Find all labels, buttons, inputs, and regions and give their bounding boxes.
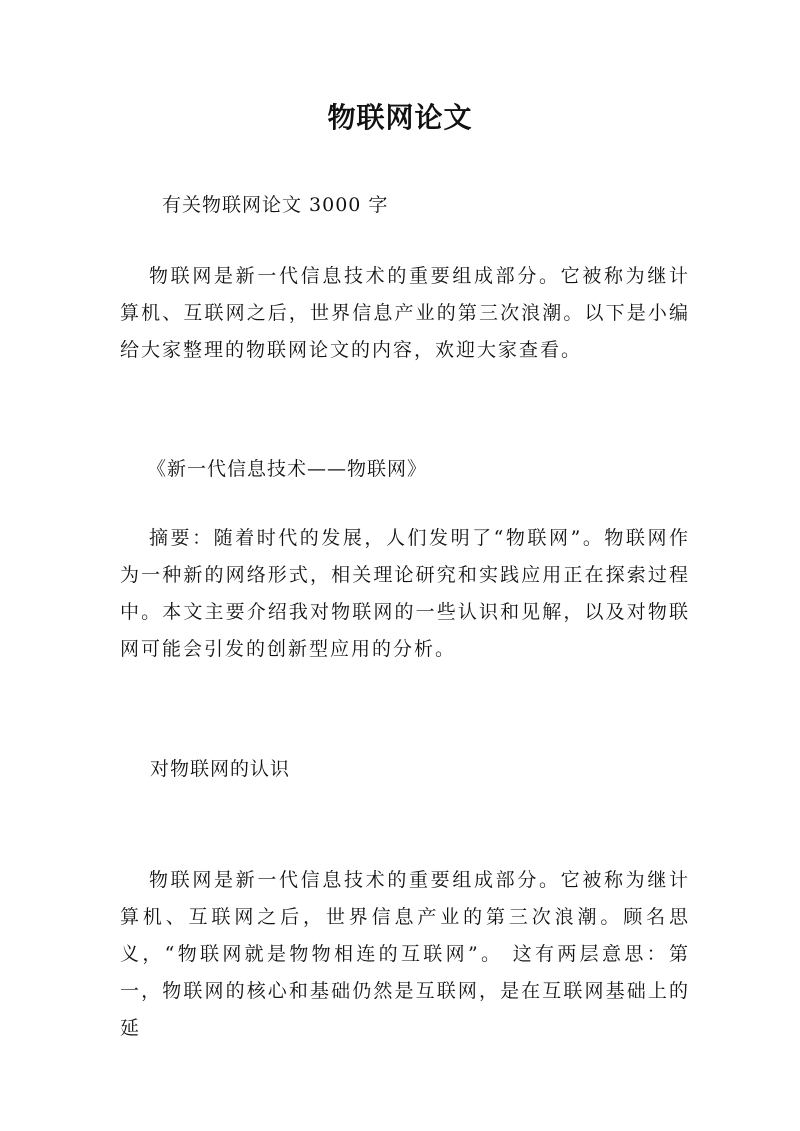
- intro-paragraph: 物联网是新一代信息技术的重要组成部分。它被称为继计算机、互联网之后，世界信息产业的第三次浪潮。以下是小编给大家整理的物联网论文的内容，欢迎大家查看。: [120, 265, 690, 361]
- document-subtitle: 有关物联网论文 3000 字: [162, 194, 389, 216]
- body-paragraph: 物联网是新一代信息技术的重要组成部分。它被称为继计算机、互联网之后，世界信息产业的第三次浪潮。顾名思义，“物联网就是物物相连的互联网”。 这有两层意思：第一，物联网的核心和基础仍然是互联网，是在互联网基础上的延: [120, 869, 690, 1039]
- article-title: 《新一代信息技术——物联网》: [147, 458, 428, 480]
- abstract-paragraph: 摘要：随着时代的发展，人们发明了“物联网”。物联网作为一种新的网络形式，相关理论研究和实践应用正在探索过程中。本文主要介绍我对物联网的一些认识和见解，以及对物联网可能会引发的创新型应用的分析。: [120, 527, 690, 660]
- section-heading: 对物联网的认识: [150, 758, 291, 780]
- document-title: 物联网论文: [327, 101, 473, 134]
